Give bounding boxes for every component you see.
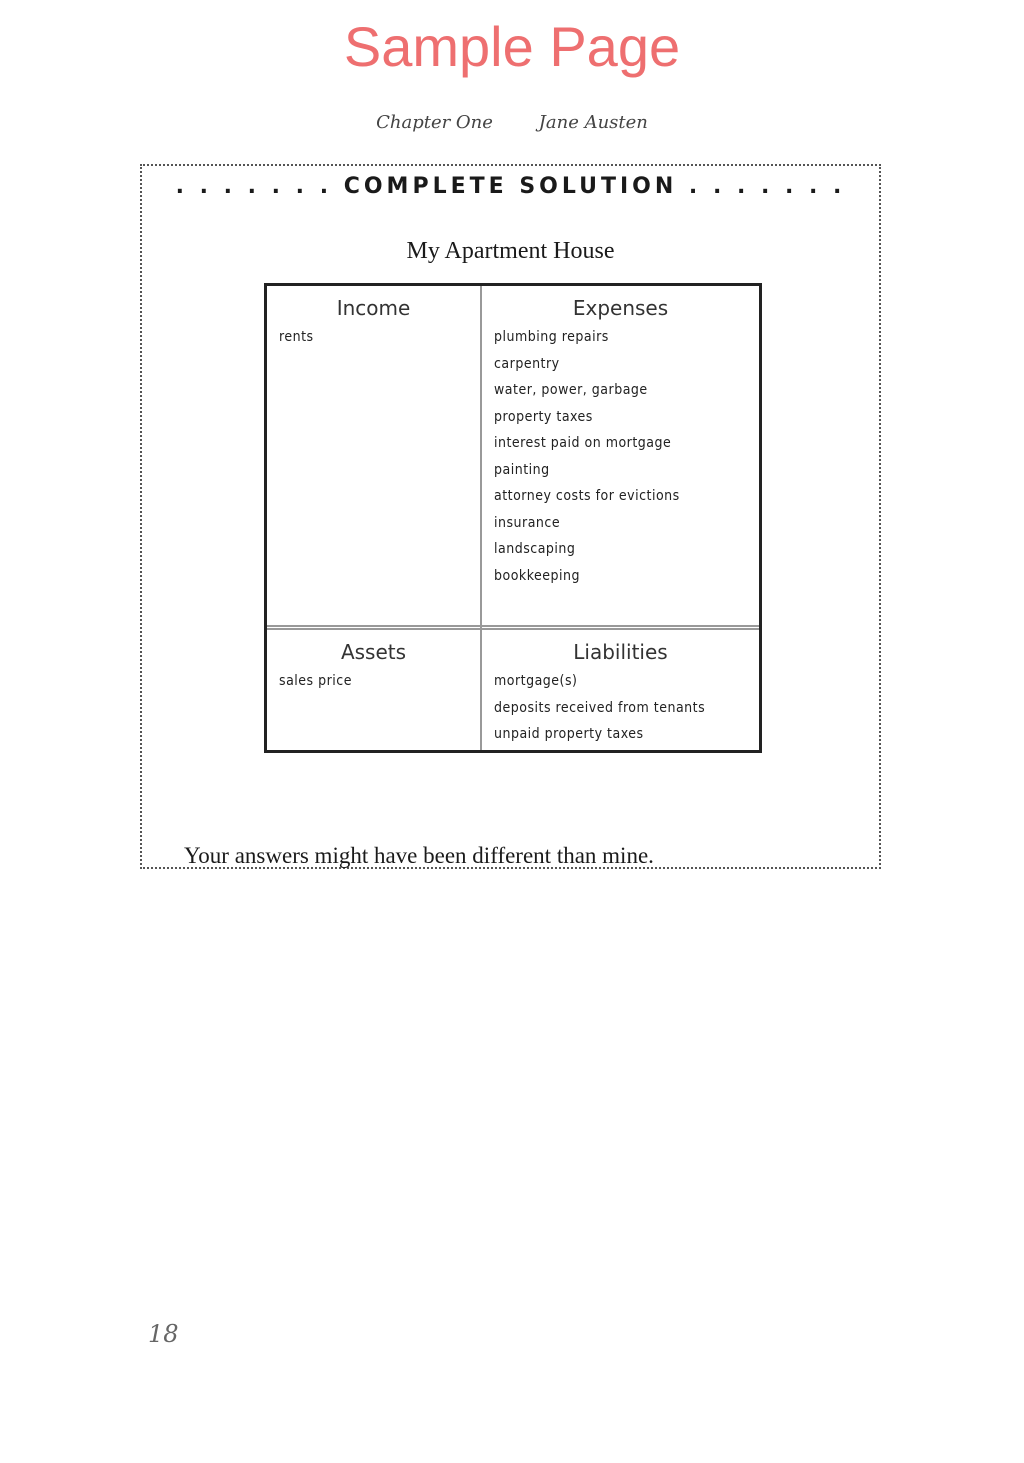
assets-title: Assets [340, 640, 407, 664]
list-item: property taxes [494, 408, 593, 425]
list-item: carpentry [494, 355, 560, 372]
list-item: landscaping [494, 541, 576, 557]
box-heading: . . . . . . . COMPLETE SOLUTION . . . . . . . [175, 174, 846, 199]
assets-list [267, 668, 480, 695]
assets-quadrant [267, 630, 480, 750]
expenses-quadrant [482, 286, 759, 625]
list-item: insurance [494, 514, 561, 531]
t-chart-table [264, 283, 762, 753]
solution-box [140, 164, 881, 869]
liabilities-list [482, 668, 759, 748]
chapter-title: Chapter One [376, 112, 493, 133]
expenses-list [482, 324, 759, 589]
list-item: bookkeeping [494, 567, 580, 584]
list-item: water, power, garbage [494, 382, 648, 398]
list-item: rents [279, 329, 314, 345]
closing-note: Your answers might have been different than mine. [184, 843, 654, 868]
list-item: interest paid on mortgage [494, 435, 672, 451]
list-item: sales price [279, 673, 352, 689]
sample-page-watermark: Sample Page [343, 15, 681, 78]
list-item: plumbing repairs [494, 329, 609, 345]
list-item: mortgage(s) [494, 673, 578, 689]
list-item: unpaid property taxes [494, 726, 644, 742]
list-item: painting [494, 461, 550, 478]
list-item: deposits received from tenants [494, 699, 706, 716]
income-title: Income [336, 296, 411, 320]
running-head [0, 112, 1024, 133]
income-list [267, 324, 480, 351]
liabilities-title: Liabilities [573, 640, 668, 664]
liabilities-quadrant [482, 630, 759, 750]
page-number: 18 [148, 1320, 179, 1348]
expenses-title: Expenses [572, 296, 669, 320]
list-item: attorney costs for evictions [494, 488, 680, 504]
income-quadrant [267, 286, 480, 625]
table-title: My Apartment House [406, 238, 615, 264]
author-name: Jane Austen [538, 112, 648, 133]
